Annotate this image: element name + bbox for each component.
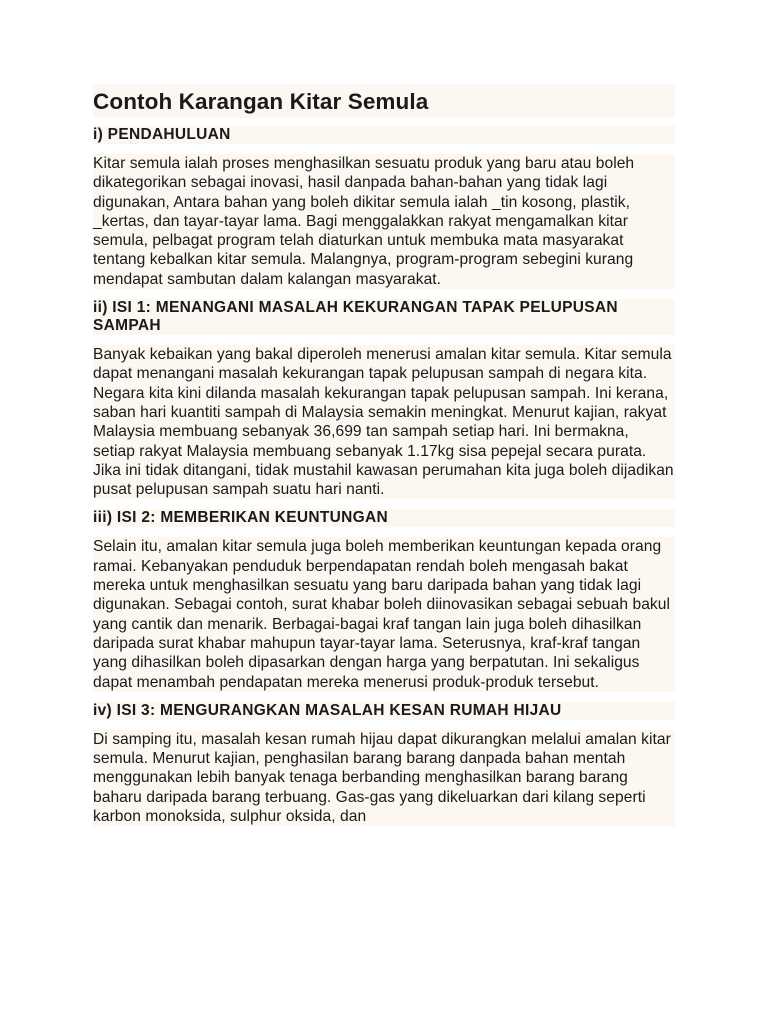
section-heading-isi-1: ii) ISI 1: MENANGANI MASALAH KEKURANGAN TAPAK PELUPUSAN SAMPAH (93, 299, 675, 335)
section-paragraph-isi-2: Selain itu, amalan kitar semula juga boleh memberikan keuntungan kepada orang ramai. Kebanyakan penduduk berpendapatan rendah boleh mengasah bakat mereka untuk menghasilkan sesuatu yang baru daripada bahan yang tidak lagi digunakan. Sebagai contoh, surat khabar boleh diinovasikan sebagai sebuah bakul yang cantik dan menarik. Berbagai-bagai kraf tangan lain juga boleh dihasilkan daripada surat khabar mahupun tayar-tayar lama. Seterusnya, kraf-kraf tangan yang dihasilkan boleh dipasarkan dengan harga yang berpatutan. Ini sekaligus dapat menambah pendapatan mereka menerusi produk-produk tersebut. (93, 537, 675, 691)
section-paragraph-pendahuluan: Kitar semula ialah proses menghasilkan sesuatu produk yang baru atau boleh dikategorikan sebagai inovasi, hasil danpada bahan-bahan yang tidak lagi digunakan, Antara bahan yang boleh dikitar semula ialah _tin kosong, plastik, _kertas, dan tayar-tayar lama. Bagi menggalakkan rakyat mengamalkan kitar semula, pelbagat program telah diaturkan untuk membuka mata masyarakat tentang kebalkan kitar semula. Malangnya, program-program sebegini kurang mendapat sambutan dalam kalangan masyarakat. (93, 154, 675, 289)
section-paragraph-isi-3: Di samping itu, masalah kesan rumah hijau dapat dikurangkan melalui amalan kitar semula. Menurut kajian, penghasilan barang barang danpada bahan mentah menggunakan lebih banyak tenaga berbanding menghasilkan barang barang baharu daripada barang terbuang. Gas-gas yang dikeluarkan dari kilang seperti karbon monoksida, sulphur oksida, dan (93, 730, 675, 826)
document-page (93, 84, 675, 826)
section-paragraph-isi-1: Banyak kebaikan yang bakal diperoleh menerusi amalan kitar semula. Kitar semula dapat menangani masalah kekurangan tapak pelupusan sampah di negara kita. Negara kita kini dilanda masalah kekurangan tapak pelupusan sampah. Ini kerana, saban hari kuantiti sampah di Malaysia semakin meningkat. Menurut kajian, rakyat Malaysia membuang sebanyak 36,699 tan sampah setiap hari. Ini bermakna, setiap rakyat Malaysia membuang sebanyak 1.17kg sisa pepejal secara purata. Jika ini tidak ditangani, tidak mustahil kawasan perumahan kita juga boleh dijadikan pusat pelupusan sampah suatu hari nanti. (93, 346, 674, 499)
section-heading-isi-3: iv) ISI 3: MENGURANGKAN MASALAH KESAN RUMAH HIJAU (93, 702, 675, 720)
section-heading-isi-2: iii) ISI 2: MEMBERIKAN KEUNTUNGAN (93, 509, 675, 527)
document-title: Contoh Karangan Kitar Semula (93, 84, 675, 118)
section-heading-pendahuluan: i) PENDAHULUAN (93, 126, 675, 144)
